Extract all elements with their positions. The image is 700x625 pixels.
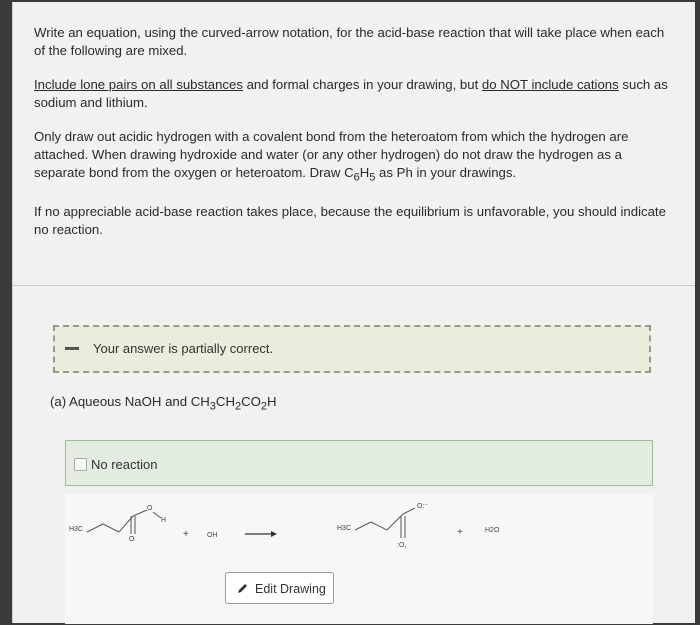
no-reaction-label: No reaction	[91, 457, 158, 472]
instruction-2-end: such as sodium and lithium.	[34, 77, 668, 110]
feedback-text: Your answer is partially correct.	[93, 341, 274, 356]
sub-1: 3	[209, 400, 216, 413]
partial-correct-icon	[65, 347, 79, 350]
question-text: (a) Aqueous NaOH and CH	[50, 394, 210, 409]
question-a	[50, 394, 277, 413]
feedback-banner	[53, 325, 651, 373]
instruction-3	[34, 128, 674, 187]
instruction-2	[34, 76, 674, 112]
reaction-drawing	[65, 494, 653, 574]
reaction-arrow	[245, 531, 277, 537]
instruction-2-underlined-1: Include lone pairs on all substances	[34, 77, 243, 92]
reactant-ch3-label: H3C	[69, 526, 84, 533]
reactant-h-label: H	[161, 517, 167, 524]
product-ch3-label: H3C	[337, 525, 352, 532]
instruction-4-text: If no appreciable acid-base reaction takes place, because the equilibrium is unfavorable, you should indicate no reaction.	[34, 203, 666, 237]
product-structure	[355, 508, 415, 538]
section-divider	[13, 285, 695, 286]
edit-drawing-button[interactable]	[225, 572, 334, 604]
instruction-3-text: Only draw out acidic hydrogen with a covalent bond from the heteroatom from which the hydrogen are attached. When drawing hydroxide and water (or any other hydrogen) do not draw the hydrogen as a separate bond from the oxygen or heteroatom. Draw C	[34, 129, 629, 180]
product-carbonyl-o: :O,	[397, 542, 407, 549]
instruction-2-underlined-2: do NOT include cations	[481, 77, 619, 92]
instruction-3-h: H	[359, 165, 370, 180]
instruction-3-sub-6: 6	[353, 171, 360, 184]
reactant-o-label: O	[147, 505, 153, 512]
hydroxide-label: OH	[207, 532, 218, 539]
reactant-structure	[87, 510, 161, 534]
sub-2: 2	[234, 400, 242, 413]
product-o-minus-label: O:⁻	[417, 503, 429, 510]
edit-drawing-label: Edit Drawing	[255, 582, 326, 596]
formula-end: H	[267, 394, 277, 409]
reactant-carbonyl-o: O	[129, 536, 135, 543]
plus-sign-2: +	[457, 527, 463, 538]
instruction-1-text: Write an equation, using the curved-arrow notation, for the acid-base reaction that will take place when each of the following are mixed.	[34, 25, 665, 58]
no-reaction-option[interactable]	[65, 440, 653, 486]
no-reaction-checkbox[interactable]	[74, 458, 87, 471]
instruction-2-mid: and formal charges in your drawing, but	[242, 77, 482, 92]
formula-part-2: CO	[241, 394, 261, 409]
instruction-4	[34, 203, 674, 239]
plus-sign-1: +	[183, 529, 189, 540]
water-label: H2O	[485, 527, 500, 534]
formula-part-1: CH	[215, 394, 235, 409]
instruction-1	[34, 24, 674, 60]
sub-3: 2	[260, 400, 268, 413]
drawing-area	[65, 494, 653, 624]
question-page	[12, 2, 695, 623]
instruction-3-sub-5: 5	[369, 171, 376, 184]
pencil-icon	[237, 582, 249, 594]
instruction-3-end: as Ph in your drawings.	[375, 165, 517, 180]
instructions	[34, 24, 674, 255]
